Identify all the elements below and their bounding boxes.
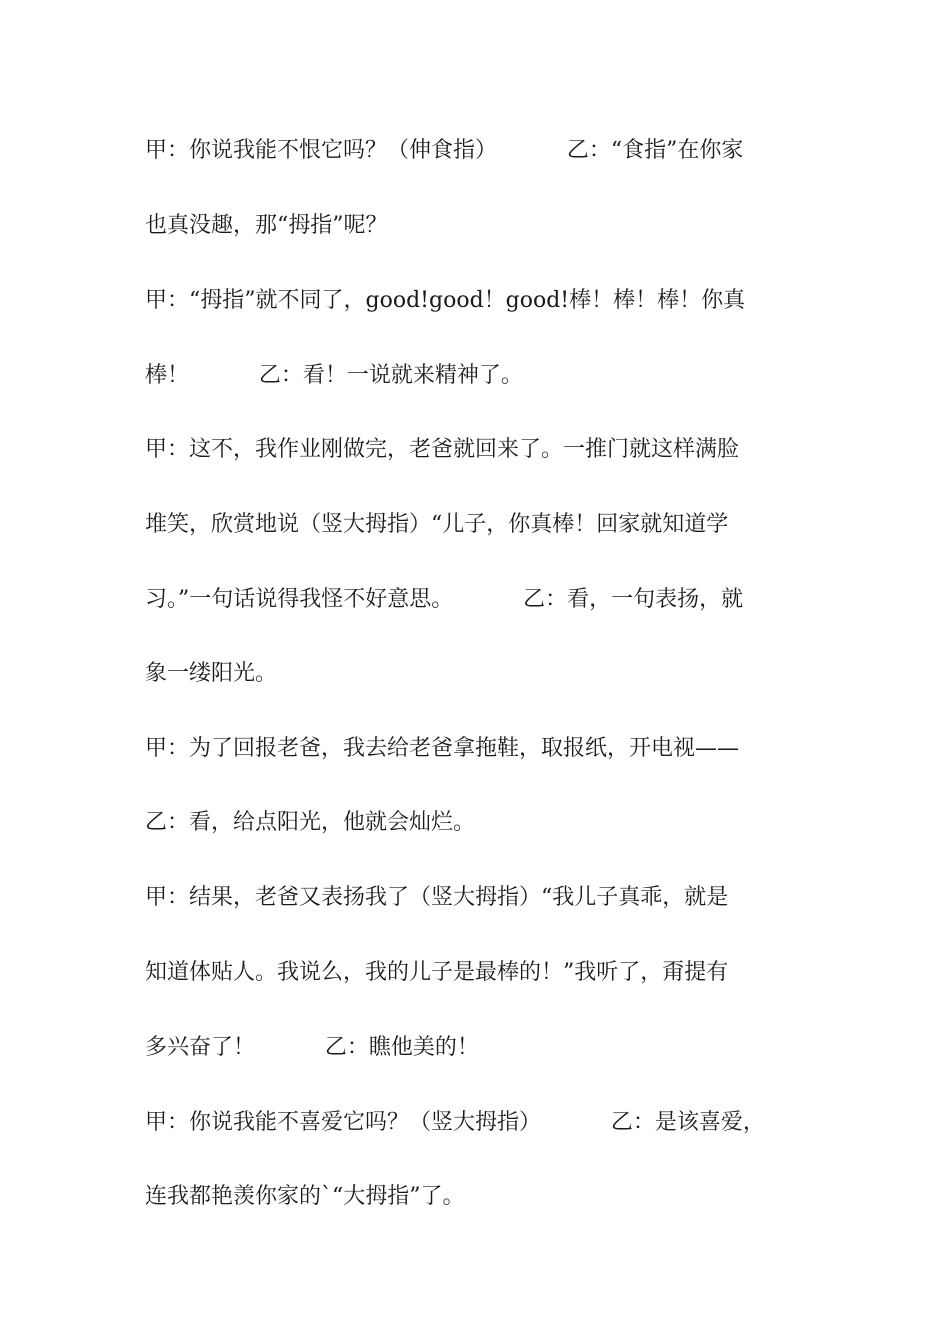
text-line: 甲：你说我能不喜爱它吗？（竖大拇指） 乙：是该喜爱， [145,1110,765,1135]
text-line: 甲：“拇指”就不同了，good!good！good!棒！棒！棒！你真 [145,288,746,313]
text-line: 乙：看，给点阳光，他就会灿烂。 [145,810,476,835]
text-line: 连我都艳羡你家的`“大拇指”了。 [145,1184,465,1209]
text-line: 堆笑，欣赏地说（竖大拇指）“儿子，你真棒！回家就知道学 [145,512,729,537]
text-line: 甲：结果，老爸又表扬我了（竖大拇指）“我儿子真乖，就是 [145,885,729,910]
text-line: 棒！ 乙：看！一说就来精神了。 [145,363,523,388]
text-line: 多兴奋了！ 乙：瞧他美的！ [145,1035,479,1060]
text-line: 知道体贴人。我说么，我的儿子是最棒的！”我听了，甭提有 [145,960,729,985]
text-line: 习。”一句话说得我怪不好意思。 乙：看，一句表扬，就 [145,587,744,612]
text-line: 甲：这不，我作业刚做完，老爸就回来了。一推门就这样满脸 [145,437,740,462]
text-line: 也真没趣，那“拇指”呢？ [145,213,388,238]
text-line: 象一缕阳光。 [145,661,278,686]
text-line: 甲：你说我能不恨它吗？（伸食指） 乙：“食指”在你家 [145,138,744,163]
text-line: 甲：为了回报老爸，我去给老爸拿拖鞋，取报纸，开电视—— [145,736,740,761]
